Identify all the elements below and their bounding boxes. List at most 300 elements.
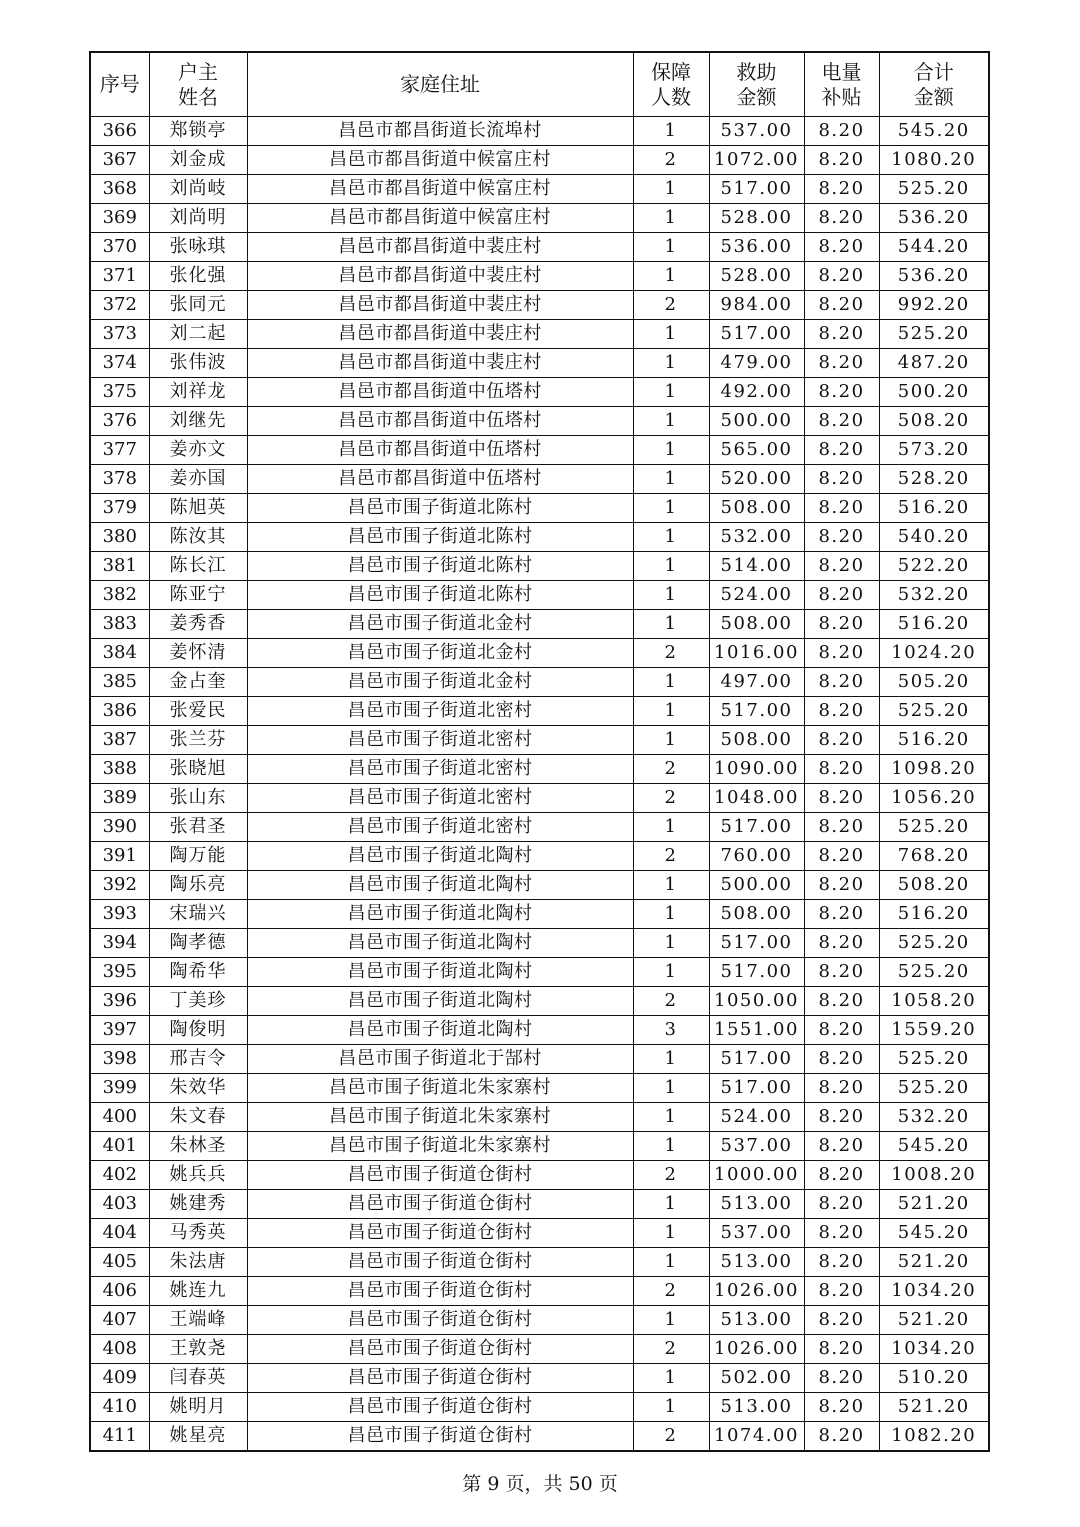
row-aid-amount: 517.00 <box>709 697 804 726</box>
row-people: 1 <box>633 1074 709 1103</box>
row-aid-amount: 517.00 <box>709 175 804 204</box>
table-row <box>90 1161 989 1190</box>
row-electric-subsidy: 8.20 <box>804 958 879 987</box>
table-row <box>90 1306 989 1335</box>
row-total-amount: 510.20 <box>879 1364 989 1393</box>
row-seq: 380 <box>90 523 149 552</box>
row-people: 1 <box>633 1364 709 1393</box>
row-electric-subsidy: 8.20 <box>804 349 879 378</box>
row-name: 姚星亮 <box>149 1422 247 1452</box>
row-electric-subsidy: 8.20 <box>804 1161 879 1190</box>
row-name: 刘金成 <box>149 146 247 175</box>
table-row <box>90 175 989 204</box>
row-aid-amount: 513.00 <box>709 1248 804 1277</box>
page-footer: 第 9 页，共 50 页 <box>462 1473 618 1495</box>
row-address: 昌邑市围子街道仓街村 <box>247 1277 633 1306</box>
row-name: 张化强 <box>149 262 247 291</box>
row-people: 2 <box>633 1277 709 1306</box>
row-seq: 378 <box>90 465 149 494</box>
row-total-amount: 521.20 <box>879 1190 989 1219</box>
table-row <box>90 726 989 755</box>
row-people: 1 <box>633 552 709 581</box>
row-total-amount: 1098.20 <box>879 755 989 784</box>
row-total-amount: 1080.20 <box>879 146 989 175</box>
table-row <box>90 320 989 349</box>
row-aid-amount: 517.00 <box>709 958 804 987</box>
table-row <box>90 668 989 697</box>
table-row <box>90 117 989 146</box>
row-name: 陈亚宁 <box>149 581 247 610</box>
row-people: 2 <box>633 842 709 871</box>
row-aid-amount: 1026.00 <box>709 1335 804 1364</box>
row-seq: 372 <box>90 291 149 320</box>
header-address: 家庭住址 <box>247 52 633 117</box>
row-people: 1 <box>633 204 709 233</box>
row-aid-amount: 1050.00 <box>709 987 804 1016</box>
row-seq: 377 <box>90 436 149 465</box>
row-electric-subsidy: 8.20 <box>804 1219 879 1248</box>
row-electric-subsidy: 8.20 <box>804 697 879 726</box>
row-address: 昌邑市围子街道北陶村 <box>247 929 633 958</box>
row-aid-amount: 536.00 <box>709 233 804 262</box>
table-row <box>90 523 989 552</box>
row-address: 昌邑市围子街道仓街村 <box>247 1248 633 1277</box>
row-aid-amount: 513.00 <box>709 1393 804 1422</box>
row-total-amount: 532.20 <box>879 581 989 610</box>
row-people: 1 <box>633 813 709 842</box>
row-address: 昌邑市围子街道北朱家寨村 <box>247 1132 633 1161</box>
row-address: 昌邑市围子街道北陈村 <box>247 494 633 523</box>
row-total-amount: 573.20 <box>879 436 989 465</box>
row-seq: 374 <box>90 349 149 378</box>
table-row <box>90 1103 989 1132</box>
row-name: 陶孝德 <box>149 929 247 958</box>
table-row <box>90 1277 989 1306</box>
row-total-amount: 545.20 <box>879 1219 989 1248</box>
row-address: 昌邑市围子街道北密村 <box>247 755 633 784</box>
row-address: 昌邑市都昌街道长流埠村 <box>247 117 633 146</box>
row-name: 刘祥龙 <box>149 378 247 407</box>
row-people: 1 <box>633 697 709 726</box>
row-total-amount: 525.20 <box>879 958 989 987</box>
row-seq: 368 <box>90 175 149 204</box>
row-address: 昌邑市围子街道仓街村 <box>247 1306 633 1335</box>
row-people: 1 <box>633 436 709 465</box>
row-seq: 403 <box>90 1190 149 1219</box>
row-seq: 399 <box>90 1074 149 1103</box>
row-people: 1 <box>633 1393 709 1422</box>
row-address: 昌邑市都昌街道中伍塔村 <box>247 436 633 465</box>
row-name: 姚连九 <box>149 1277 247 1306</box>
row-electric-subsidy: 8.20 <box>804 842 879 871</box>
table-row <box>90 349 989 378</box>
row-electric-subsidy: 8.20 <box>804 987 879 1016</box>
row-electric-subsidy: 8.20 <box>804 378 879 407</box>
row-aid-amount: 1016.00 <box>709 639 804 668</box>
row-total-amount: 536.20 <box>879 262 989 291</box>
row-people: 1 <box>633 349 709 378</box>
row-address: 昌邑市围子街道仓街村 <box>247 1422 633 1452</box>
row-seq: 410 <box>90 1393 149 1422</box>
row-name: 陶希华 <box>149 958 247 987</box>
row-name: 姚明月 <box>149 1393 247 1422</box>
row-people: 2 <box>633 987 709 1016</box>
row-address: 昌邑市都昌街道中候富庄村 <box>247 175 633 204</box>
row-address: 昌邑市围子街道北密村 <box>247 784 633 813</box>
table-row <box>90 1219 989 1248</box>
table-row <box>90 1422 989 1452</box>
row-people: 1 <box>633 1219 709 1248</box>
row-people: 1 <box>633 175 709 204</box>
row-aid-amount: 508.00 <box>709 610 804 639</box>
row-seq: 390 <box>90 813 149 842</box>
table-row <box>90 639 989 668</box>
row-address: 昌邑市围子街道北陶村 <box>247 1016 633 1045</box>
row-people: 1 <box>633 465 709 494</box>
row-electric-subsidy: 8.20 <box>804 262 879 291</box>
row-name: 陈长江 <box>149 552 247 581</box>
row-aid-amount: 524.00 <box>709 581 804 610</box>
row-name: 宋瑞兴 <box>149 900 247 929</box>
row-people: 2 <box>633 291 709 320</box>
row-total-amount: 1008.20 <box>879 1161 989 1190</box>
table-row <box>90 581 989 610</box>
row-address: 昌邑市围子街道北朱家寨村 <box>247 1103 633 1132</box>
row-name: 张爱民 <box>149 697 247 726</box>
row-total-amount: 536.20 <box>879 204 989 233</box>
row-address: 昌邑市围子街道仓街村 <box>247 1393 633 1422</box>
row-people: 1 <box>633 1248 709 1277</box>
row-total-amount: 532.20 <box>879 1103 989 1132</box>
row-electric-subsidy: 8.20 <box>804 175 879 204</box>
row-seq: 394 <box>90 929 149 958</box>
row-aid-amount: 1074.00 <box>709 1422 804 1452</box>
row-people: 1 <box>633 668 709 697</box>
row-address: 昌邑市围子街道仓街村 <box>247 1219 633 1248</box>
table-row <box>90 1190 989 1219</box>
table-row <box>90 262 989 291</box>
row-name: 姜秀香 <box>149 610 247 639</box>
row-total-amount: 516.20 <box>879 494 989 523</box>
row-aid-amount: 508.00 <box>709 726 804 755</box>
row-name: 闫春英 <box>149 1364 247 1393</box>
row-address: 昌邑市围子街道北陈村 <box>247 523 633 552</box>
row-aid-amount: 517.00 <box>709 1045 804 1074</box>
row-total-amount: 528.20 <box>879 465 989 494</box>
row-seq: 383 <box>90 610 149 639</box>
row-seq: 408 <box>90 1335 149 1364</box>
row-electric-subsidy: 8.20 <box>804 1132 879 1161</box>
row-total-amount: 525.20 <box>879 697 989 726</box>
table-row <box>90 465 989 494</box>
row-total-amount: 1034.20 <box>879 1277 989 1306</box>
row-people: 1 <box>633 320 709 349</box>
row-electric-subsidy: 8.20 <box>804 726 879 755</box>
table-row <box>90 755 989 784</box>
row-total-amount: 525.20 <box>879 929 989 958</box>
row-total-amount: 525.20 <box>879 175 989 204</box>
row-electric-subsidy: 8.20 <box>804 871 879 900</box>
row-electric-subsidy: 8.20 <box>804 1074 879 1103</box>
row-aid-amount: 508.00 <box>709 900 804 929</box>
row-name: 张君圣 <box>149 813 247 842</box>
row-aid-amount: 517.00 <box>709 813 804 842</box>
row-seq: 366 <box>90 117 149 146</box>
row-people: 1 <box>633 117 709 146</box>
row-aid-amount: 1072.00 <box>709 146 804 175</box>
row-aid-amount: 528.00 <box>709 204 804 233</box>
row-seq: 386 <box>90 697 149 726</box>
table-row <box>90 1393 989 1422</box>
row-aid-amount: 565.00 <box>709 436 804 465</box>
row-address: 昌邑市围子街道北陶村 <box>247 958 633 987</box>
row-aid-amount: 1551.00 <box>709 1016 804 1045</box>
header-total-amount: 合计 金额 <box>879 52 989 117</box>
row-people: 1 <box>633 900 709 929</box>
row-name: 金占奎 <box>149 668 247 697</box>
row-seq: 411 <box>90 1422 149 1452</box>
row-name: 陶万能 <box>149 842 247 871</box>
row-electric-subsidy: 8.20 <box>804 610 879 639</box>
table-row <box>90 204 989 233</box>
header-row <box>90 52 989 117</box>
row-electric-subsidy: 8.20 <box>804 581 879 610</box>
row-name: 张晓旭 <box>149 755 247 784</box>
row-address: 昌邑市围子街道北密村 <box>247 726 633 755</box>
row-seq: 393 <box>90 900 149 929</box>
row-address: 昌邑市都昌街道中候富庄村 <box>247 146 633 175</box>
row-total-amount: 1058.20 <box>879 987 989 1016</box>
row-electric-subsidy: 8.20 <box>804 1248 879 1277</box>
row-people: 1 <box>633 958 709 987</box>
row-address: 昌邑市围子街道北金村 <box>247 610 633 639</box>
row-aid-amount: 514.00 <box>709 552 804 581</box>
header-name: 户主 姓名 <box>149 52 247 117</box>
table-row <box>90 842 989 871</box>
row-seq: 404 <box>90 1219 149 1248</box>
row-seq: 405 <box>90 1248 149 1277</box>
row-total-amount: 525.20 <box>879 320 989 349</box>
row-seq: 402 <box>90 1161 149 1190</box>
row-address: 昌邑市围子街道仓街村 <box>247 1161 633 1190</box>
row-people: 1 <box>633 1306 709 1335</box>
row-electric-subsidy: 8.20 <box>804 436 879 465</box>
row-people: 1 <box>633 726 709 755</box>
row-people: 1 <box>633 378 709 407</box>
row-electric-subsidy: 8.20 <box>804 668 879 697</box>
row-name: 朱文春 <box>149 1103 247 1132</box>
row-total-amount: 505.20 <box>879 668 989 697</box>
row-total-amount: 522.20 <box>879 552 989 581</box>
row-total-amount: 525.20 <box>879 1074 989 1103</box>
row-seq: 373 <box>90 320 149 349</box>
row-electric-subsidy: 8.20 <box>804 639 879 668</box>
row-address: 昌邑市围子街道北陶村 <box>247 871 633 900</box>
row-total-amount: 500.20 <box>879 378 989 407</box>
row-people: 2 <box>633 784 709 813</box>
row-electric-subsidy: 8.20 <box>804 320 879 349</box>
row-aid-amount: 500.00 <box>709 871 804 900</box>
row-address: 昌邑市围子街道北陶村 <box>247 842 633 871</box>
table-row <box>90 233 989 262</box>
row-electric-subsidy: 8.20 <box>804 1393 879 1422</box>
row-address: 昌邑市围子街道北密村 <box>247 697 633 726</box>
row-people: 1 <box>633 581 709 610</box>
row-address: 昌邑市都昌街道中裴庄村 <box>247 320 633 349</box>
row-address: 昌邑市都昌街道中候富庄村 <box>247 204 633 233</box>
row-electric-subsidy: 8.20 <box>804 146 879 175</box>
row-seq: 371 <box>90 262 149 291</box>
row-total-amount: 487.20 <box>879 349 989 378</box>
row-address: 昌邑市围子街道北陶村 <box>247 987 633 1016</box>
row-aid-amount: 537.00 <box>709 1219 804 1248</box>
row-name: 陶乐亮 <box>149 871 247 900</box>
row-total-amount: 516.20 <box>879 726 989 755</box>
table-row <box>90 813 989 842</box>
row-total-amount: 1056.20 <box>879 784 989 813</box>
row-electric-subsidy: 8.20 <box>804 233 879 262</box>
row-name: 王端峰 <box>149 1306 247 1335</box>
row-people: 1 <box>633 262 709 291</box>
row-address: 昌邑市围子街道北陈村 <box>247 552 633 581</box>
row-name: 张伟波 <box>149 349 247 378</box>
row-name: 朱法唐 <box>149 1248 247 1277</box>
row-total-amount: 1024.20 <box>879 639 989 668</box>
row-name: 姚建秀 <box>149 1190 247 1219</box>
row-seq: 397 <box>90 1016 149 1045</box>
table-row <box>90 1335 989 1364</box>
row-electric-subsidy: 8.20 <box>804 929 879 958</box>
row-address: 昌邑市围子街道北金村 <box>247 639 633 668</box>
row-seq: 367 <box>90 146 149 175</box>
row-seq: 400 <box>90 1103 149 1132</box>
row-total-amount: 521.20 <box>879 1306 989 1335</box>
table-row <box>90 1248 989 1277</box>
table-row <box>90 378 989 407</box>
row-electric-subsidy: 8.20 <box>804 1422 879 1452</box>
row-name: 张山东 <box>149 784 247 813</box>
row-address: 昌邑市围子街道北陶村 <box>247 900 633 929</box>
row-name: 邢吉令 <box>149 1045 247 1074</box>
row-total-amount: 1034.20 <box>879 1335 989 1364</box>
row-total-amount: 525.20 <box>879 813 989 842</box>
row-address: 昌邑市围子街道北金村 <box>247 668 633 697</box>
row-address: 昌邑市围子街道北密村 <box>247 813 633 842</box>
row-total-amount: 768.20 <box>879 842 989 871</box>
row-name: 马秀英 <box>149 1219 247 1248</box>
row-name: 刘尚明 <box>149 204 247 233</box>
row-name: 张同元 <box>149 291 247 320</box>
row-name: 刘二起 <box>149 320 247 349</box>
table-row <box>90 407 989 436</box>
row-electric-subsidy: 8.20 <box>804 1306 879 1335</box>
row-address: 昌邑市都昌街道中裴庄村 <box>247 349 633 378</box>
header-people: 保障 人数 <box>633 52 709 117</box>
row-total-amount: 508.20 <box>879 871 989 900</box>
row-electric-subsidy: 8.20 <box>804 755 879 784</box>
row-seq: 370 <box>90 233 149 262</box>
table-row <box>90 1132 989 1161</box>
row-people: 1 <box>633 407 709 436</box>
table-row <box>90 494 989 523</box>
row-total-amount: 1559.20 <box>879 1016 989 1045</box>
row-aid-amount: 517.00 <box>709 929 804 958</box>
table-row <box>90 1016 989 1045</box>
row-seq: 382 <box>90 581 149 610</box>
row-aid-amount: 537.00 <box>709 117 804 146</box>
row-total-amount: 521.20 <box>879 1248 989 1277</box>
row-name: 张咏琪 <box>149 233 247 262</box>
row-people: 1 <box>633 1190 709 1219</box>
row-seq: 384 <box>90 639 149 668</box>
row-name: 丁美珍 <box>149 987 247 1016</box>
row-aid-amount: 513.00 <box>709 1306 804 1335</box>
row-total-amount: 516.20 <box>879 900 989 929</box>
row-people: 2 <box>633 146 709 175</box>
row-aid-amount: 500.00 <box>709 407 804 436</box>
row-total-amount: 545.20 <box>879 117 989 146</box>
row-electric-subsidy: 8.20 <box>804 204 879 233</box>
table-row <box>90 697 989 726</box>
row-name: 郑锁亭 <box>149 117 247 146</box>
row-people: 2 <box>633 639 709 668</box>
row-people: 2 <box>633 755 709 784</box>
row-people: 1 <box>633 494 709 523</box>
row-seq: 392 <box>90 871 149 900</box>
row-name: 张兰芬 <box>149 726 247 755</box>
table-row <box>90 900 989 929</box>
row-address: 昌邑市都昌街道中伍塔村 <box>247 407 633 436</box>
row-name: 姜亦国 <box>149 465 247 494</box>
row-aid-amount: 492.00 <box>709 378 804 407</box>
table-row <box>90 871 989 900</box>
row-aid-amount: 517.00 <box>709 320 804 349</box>
row-total-amount: 1082.20 <box>879 1422 989 1452</box>
row-total-amount: 508.20 <box>879 407 989 436</box>
row-electric-subsidy: 8.20 <box>804 291 879 320</box>
row-name: 陶俊明 <box>149 1016 247 1045</box>
table-row <box>90 958 989 987</box>
row-aid-amount: 508.00 <box>709 494 804 523</box>
row-address: 昌邑市围子街道仓街村 <box>247 1364 633 1393</box>
row-seq: 388 <box>90 755 149 784</box>
row-electric-subsidy: 8.20 <box>804 1335 879 1364</box>
row-aid-amount: 517.00 <box>709 1074 804 1103</box>
row-seq: 406 <box>90 1277 149 1306</box>
row-aid-amount: 532.00 <box>709 523 804 552</box>
row-aid-amount: 502.00 <box>709 1364 804 1393</box>
row-seq: 375 <box>90 378 149 407</box>
row-people: 2 <box>633 1422 709 1452</box>
row-people: 1 <box>633 871 709 900</box>
row-seq: 401 <box>90 1132 149 1161</box>
row-address: 昌邑市围子街道仓街村 <box>247 1335 633 1364</box>
row-aid-amount: 524.00 <box>709 1103 804 1132</box>
row-name: 姚兵兵 <box>149 1161 247 1190</box>
row-total-amount: 521.20 <box>879 1393 989 1422</box>
row-electric-subsidy: 8.20 <box>804 813 879 842</box>
row-address: 昌邑市围子街道北朱家寨村 <box>247 1074 633 1103</box>
row-aid-amount: 479.00 <box>709 349 804 378</box>
table-body <box>90 117 989 1452</box>
row-people: 1 <box>633 1103 709 1132</box>
table-row <box>90 1364 989 1393</box>
row-seq: 369 <box>90 204 149 233</box>
row-electric-subsidy: 8.20 <box>804 1277 879 1306</box>
row-name: 姜怀清 <box>149 639 247 668</box>
row-seq: 387 <box>90 726 149 755</box>
row-aid-amount: 1090.00 <box>709 755 804 784</box>
